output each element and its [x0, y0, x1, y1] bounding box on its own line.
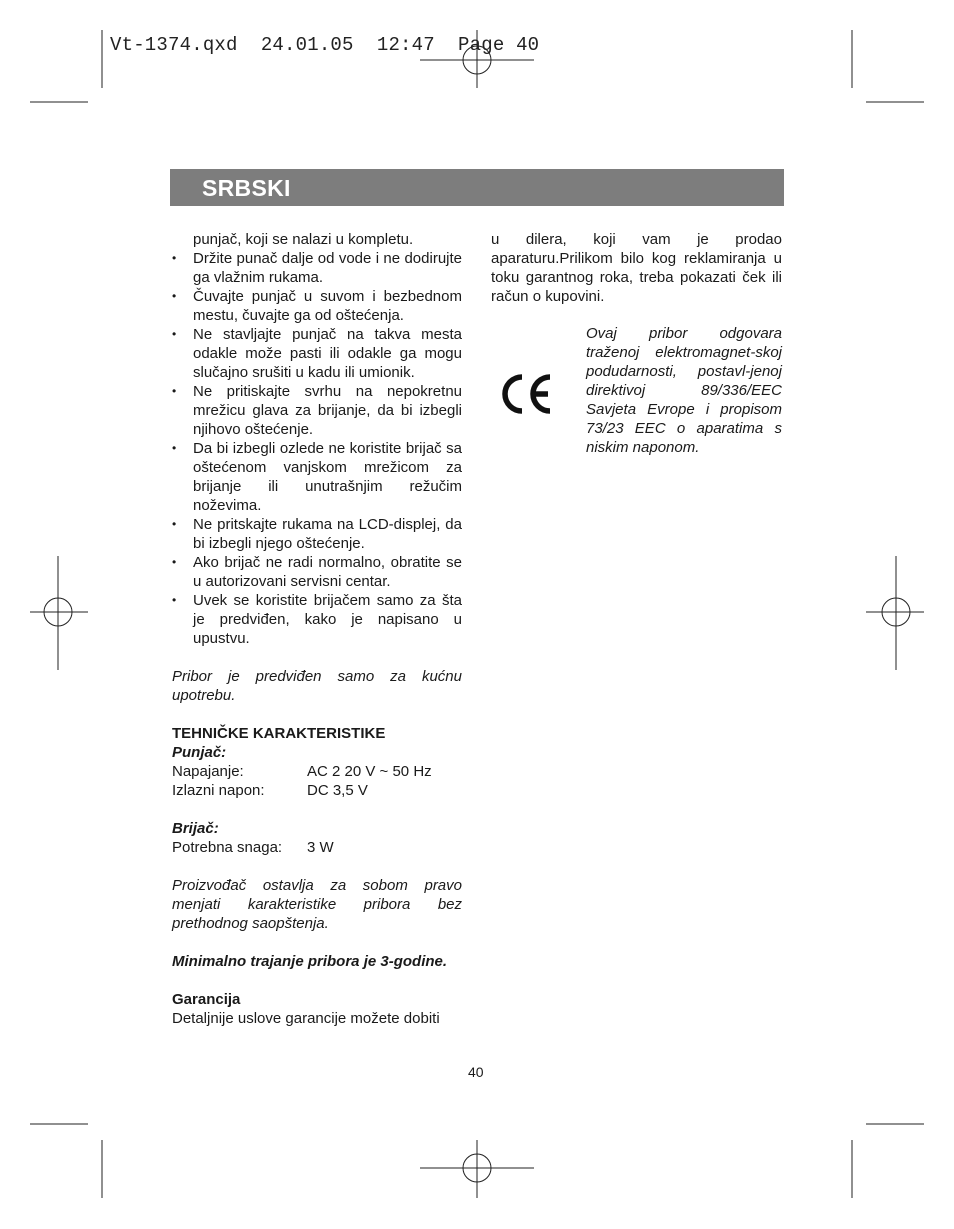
- warranty-text: Detaljnije uslove garancije možete dobiti: [172, 1010, 440, 1027]
- spec-label: Izlazni napon:: [172, 782, 265, 799]
- spec-value: AC 2 20 V ~ 50 Hz: [307, 763, 432, 780]
- warranty-heading: Garancija: [172, 991, 241, 1008]
- spec-value: 3 W: [307, 839, 334, 856]
- section-title: SRBSKI: [202, 175, 291, 201]
- warranty-continued: u dilera, koji vam je prodao aparaturu.Prilikom bilo kog reklamiranja u toku garantnog roka, treba pokazati ček ili račun o kupovini.: [491, 231, 782, 305]
- ce-mark-icon: [500, 372, 556, 416]
- right-column: [491, 230, 782, 306]
- tech-heading: TEHNIČKE KARAKTERISTIKE: [172, 725, 386, 742]
- spec-row: [172, 838, 462, 857]
- lifetime-note: Minimalno trajanje pribora je 3-godine.: [172, 953, 448, 970]
- safety-list: [172, 249, 462, 648]
- ce-compliance-text: Ovaj pribor odgovara traženoj elektromagnet-skoj podudarnosti, postavl-jenoj direktivoj 89/336/EEC Savjeta Evrope i propisom 73/23 EEC o aparatima s niskim naponom.: [586, 325, 782, 456]
- shaver-heading: Brijač:: [172, 820, 219, 837]
- list-item: • Čuvajte punjač u suvom i bezbednom mestu, čuvajte ga od oštećenja.: [172, 287, 462, 325]
- print-slug: Vt-1374.qxd 24.01.05 12:47 Page 40: [110, 34, 540, 56]
- list-item: • Držite punač dalje od vode i ne dodirujte ga vlažnim rukama.: [172, 249, 462, 287]
- list-item: • Ne pritiskajte svrhu na nepokretnu mrežicu glava za brijanje, da bi izbegli njihovo oštećenje.: [172, 382, 462, 439]
- list-item: • Da bi izbegli ozlede ne koristite brijač sa oštećenom vanjskom mrežicom za brijanje ili unutrašnjim režučim noževima.: [172, 439, 462, 515]
- lead-text: punjač, koji se nalazi u kompletu.: [193, 231, 414, 248]
- spec-row: [172, 762, 462, 781]
- list-item: • Ne stavljajte punjač na takva mesta odakle može pasti ili odakle ga mogu slučajno srušiti u kadu ili umionik.: [172, 325, 462, 382]
- spec-label: Napajanje:: [172, 763, 244, 780]
- household-note: Pribor je predviđen samo za kućnu upotrebu.: [172, 668, 462, 704]
- list-item: • Ako brijač ne radi normalno, obratite se u autorizovani servisni centar.: [172, 553, 462, 591]
- spec-value: DC 3,5 V: [307, 782, 368, 799]
- spec-label: Potrebna snaga:: [172, 839, 283, 856]
- left-column: [172, 230, 462, 1028]
- spec-row: [172, 781, 462, 800]
- manufacturer-note: Proizvođač ostavlja za sobom pravo menjati karakteristike pribora bez prethodnog saopštenja.: [172, 877, 462, 932]
- charger-heading: Punjač:: [172, 744, 227, 761]
- page-number: 40: [468, 1064, 484, 1080]
- list-item: • Ne pritskajte rukama na LCD-displej, da bi izbegli njego oštećenje.: [172, 515, 462, 553]
- list-item: • Uvek se koristite brijačem samo za šta je predviđen, kako je napisano u upustvu.: [172, 591, 462, 648]
- section-banner: [170, 169, 784, 206]
